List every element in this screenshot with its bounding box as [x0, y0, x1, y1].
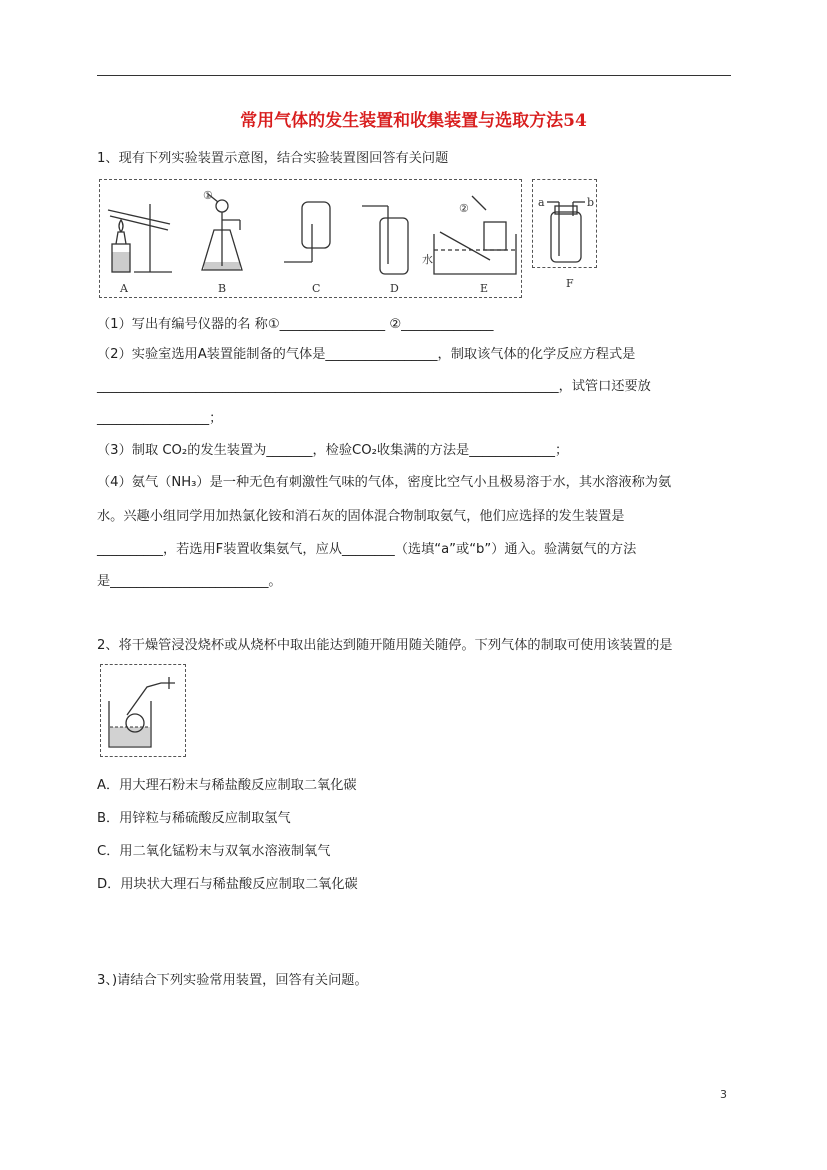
- gas-washing-bottle-diagram: [533, 180, 596, 267]
- drying-tube-figure: [100, 664, 186, 757]
- q1-part-3: （3）制取 CO₂的发生装置为_______，检验CO₂收集满的方法是_____________；: [97, 443, 569, 458]
- water-label: 水: [422, 253, 433, 266]
- q1-part-1: （1）写出有编号仪器的名 称①________________ ②______________: [97, 317, 494, 332]
- marker-2: ②: [459, 202, 469, 215]
- question-3-stem: 3、)请结合下列实验常用装置，回答有关问题。: [97, 973, 368, 988]
- apparatus-figure-a-e: [99, 179, 522, 298]
- apparatus-label-a: A: [120, 282, 128, 295]
- port-a-label: a: [538, 196, 545, 209]
- option-d: D．用块状大理石与稀盐酸反应制取二氧化碳: [97, 877, 358, 892]
- q1-part-2-line-3: _________________；: [97, 411, 223, 426]
- page-number: 3: [720, 1088, 727, 1101]
- apparatus-figure-f: [532, 179, 597, 268]
- apparatus-label-f: F: [566, 277, 574, 290]
- apparatus-label-f-wrap: [566, 276, 578, 290]
- q1-part-4-line-1: （4）氨气（NH₃）是一种无色有刺激性气味的气体，密度比空气小且极易溶于水，其水溶液称为氨: [97, 475, 672, 490]
- header-rule: [97, 75, 731, 76]
- q1-part-4-line-2: 水。兴趣小组同学用加热氯化铵和消石灰的固体混合物制取氨气，他们应选择的发生装置是: [97, 509, 625, 524]
- marker-1: ①: [203, 189, 213, 202]
- apparatus-label-c: C: [312, 282, 321, 295]
- question-1-stem: 1、现有下列实验装置示意图，结合实验装置图回答有关问题: [97, 151, 449, 166]
- q1-part-4-line-3: __________，若选用F装置收集氨气，应从________（选填“a”或“b”）通入。验满氨气的方法: [97, 542, 637, 557]
- q1-part-2-line-2: ______________________________________________________________________，试管口还要放: [97, 379, 651, 394]
- port-b-label: b: [587, 196, 595, 209]
- option-b: B．用锌粒与稀硫酸反应制取氢气: [97, 811, 291, 826]
- option-c: C．用二氧化锰粉末与双氧水溶液制氧气: [97, 844, 331, 859]
- q1-part-2-line-1: （2）实验室选用A装置能制备的气体是_________________，制取该气体的化学反应方程式是: [97, 347, 636, 362]
- apparatus-label-b: B: [218, 282, 227, 295]
- option-a: A．用大理石粉末与稀盐酸反应制取二氧化碳: [97, 778, 357, 793]
- apparatus-diagram-a-e: [100, 180, 521, 297]
- question-2-stem: 2、将干燥管浸没烧杯或从烧杯中取出能达到随开随用随关随停。下列气体的制取可使用该装置的是: [97, 638, 673, 653]
- apparatus-label-e: E: [480, 282, 489, 295]
- q1-part-4-line-4: 是________________________。: [97, 574, 282, 589]
- drying-tube-diagram: [101, 665, 185, 756]
- apparatus-label-d: D: [390, 282, 399, 295]
- page-title: 常用气体的发生装置和收集装置与选取方法54: [240, 111, 587, 131]
